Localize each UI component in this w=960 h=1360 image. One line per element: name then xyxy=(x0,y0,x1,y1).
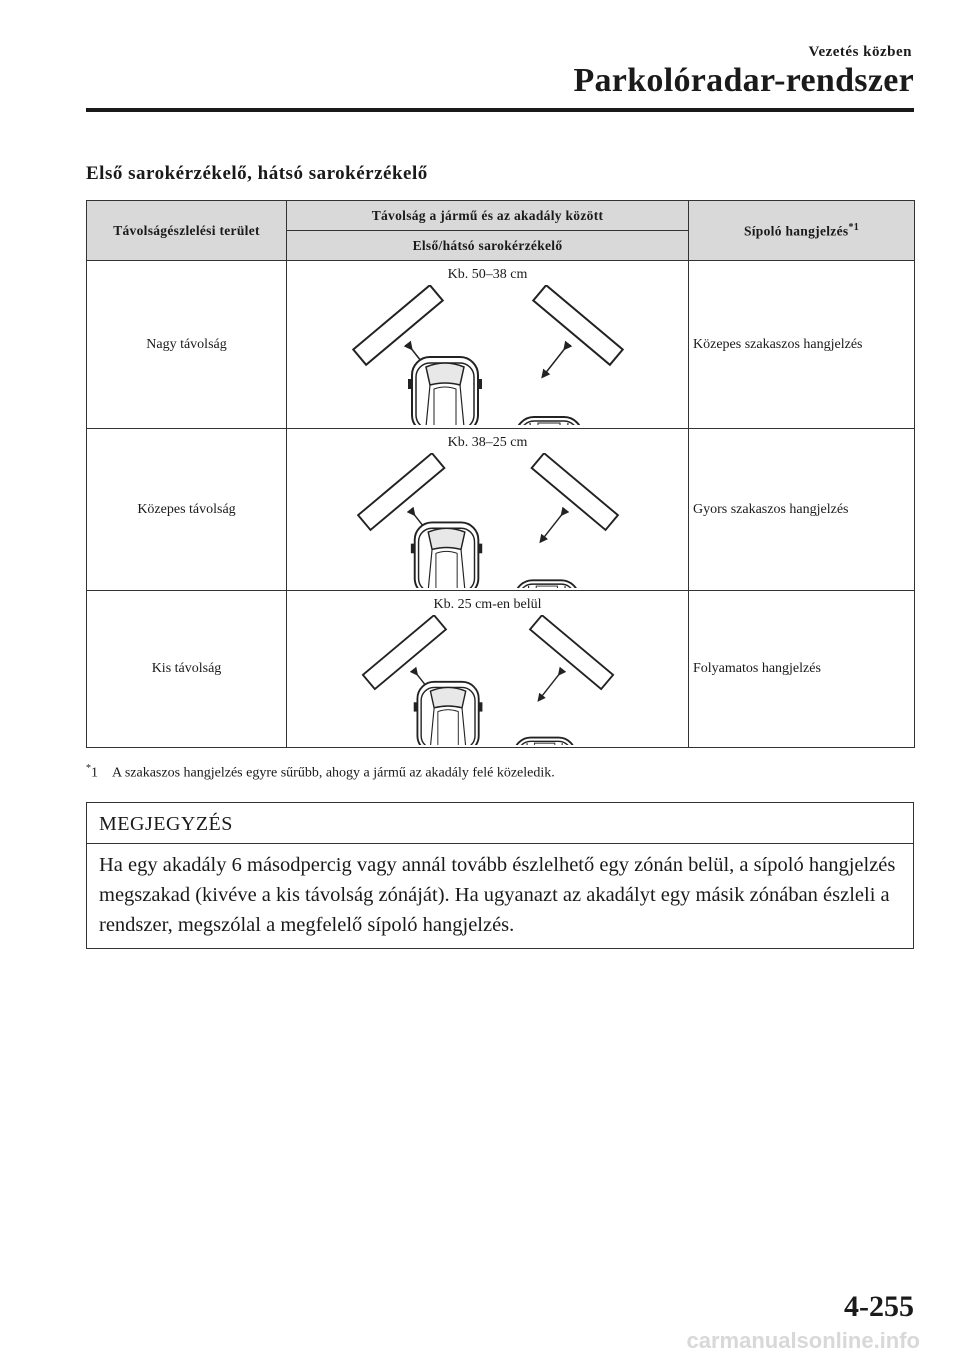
range-cell: Kis távolság xyxy=(87,591,287,748)
footnote-mark: * xyxy=(86,763,91,774)
header-sound-footnote-mark: *1 xyxy=(848,221,860,233)
range-cell: Nagy távolság xyxy=(87,261,287,429)
diagram-cell xyxy=(287,429,689,591)
table-row xyxy=(87,591,915,748)
header-sound xyxy=(689,201,915,261)
page-title: Parkolóradar-rendszer xyxy=(573,62,914,99)
note-box xyxy=(86,802,914,949)
sensor-diagram xyxy=(338,615,638,745)
sensor-diagram xyxy=(338,453,638,588)
page-number: 4-255 xyxy=(844,1290,914,1323)
sensor-diagram xyxy=(338,285,638,425)
range-cell: Közepes távolság xyxy=(87,429,287,591)
header-range: Távolságészlelési terület xyxy=(87,201,287,261)
distance-label: Kb. 25 cm-en belül xyxy=(433,597,542,612)
table-row xyxy=(87,261,915,429)
section-title: Első sarokérzékelő, hátsó sarokérzékelő xyxy=(86,163,428,184)
table-row xyxy=(87,429,915,591)
note-heading: MEGJEGYZÉS xyxy=(87,803,913,844)
header-divider xyxy=(86,108,914,112)
distance-label: Kb. 50–38 cm xyxy=(447,267,528,282)
watermark: carmanualsonline.info xyxy=(686,1328,920,1353)
note-body: Ha egy akadály 6 másodpercig vagy annál tovább észlelhető egy zónán belül, a sípoló hangjelzés megszakad (kivéve a kis távolság zónáját). Ha ugyanazt az akadályt egy másik zónában észleli a rendszer, megszólal a megfelelő sípoló hangjelzés. xyxy=(99,854,896,936)
header-sound-label: Sípoló hangjelzés xyxy=(743,223,849,239)
distance-label: Kb. 38–25 cm xyxy=(447,435,528,450)
distance-table xyxy=(86,200,915,748)
header-distance: Távolság a jármű és az akadály között xyxy=(287,201,689,231)
chapter-label: Vezetés közben xyxy=(808,44,912,60)
sound-cell: Gyors szakaszos hangjelzés xyxy=(689,429,915,591)
diagram-cell xyxy=(287,591,689,748)
sound-cell: Közepes szakaszos hangjelzés xyxy=(689,261,915,429)
footnote-text: A szakaszos hangjelzés egyre sűrűbb, ahogy a jármű az akadály felé közeledik. xyxy=(112,765,555,781)
footnote xyxy=(86,763,555,782)
sound-cell: Folyamatos hangjelzés xyxy=(689,591,915,748)
header-sensor: Első/hátsó sarokérzékelő xyxy=(287,231,689,261)
footnote-number: 1 xyxy=(91,765,98,781)
diagram-cell xyxy=(287,261,689,429)
